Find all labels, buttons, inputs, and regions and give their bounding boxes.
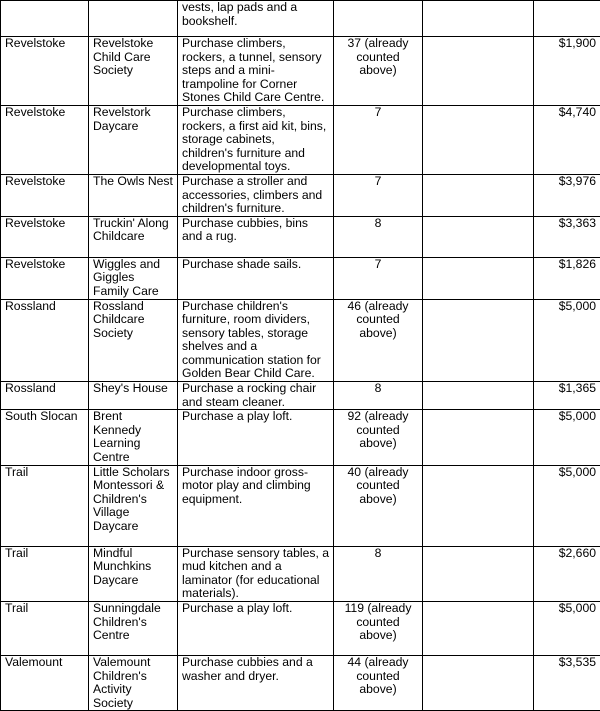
blank-cell — [423, 1, 534, 37]
table-row — [1, 299, 600, 382]
spaces-cell: 46 (already counted above) — [334, 299, 423, 382]
description-cell: Purchase a play loft. — [178, 602, 334, 656]
table-row — [1, 465, 600, 546]
table-row — [1, 602, 600, 656]
spaces-cell: 7 — [334, 105, 423, 174]
amount-cell: $4,740 — [534, 105, 600, 174]
amount-cell: $1,826 — [534, 257, 600, 299]
amount-cell: $5,000 — [534, 410, 600, 465]
description-cell: Purchase cubbies and a washer and dryer. — [178, 656, 334, 711]
amount-cell: $2,660 — [534, 546, 600, 601]
table-row — [1, 382, 600, 410]
description-cell: Purchase climbers, rockers, a tunnel, sensory steps and a mini-trampoline for Corner Stones Child Care Centre. — [178, 37, 334, 106]
blank-cell — [423, 105, 534, 174]
organization-cell: Sunningdale Children's Centre — [89, 602, 178, 656]
community-cell: Revelstoke — [1, 216, 89, 257]
spaces-cell: 44 (already counted above) — [334, 656, 423, 711]
spaces-cell: 7 — [334, 174, 423, 216]
amount-cell: $1,365 — [534, 382, 600, 410]
spaces-cell: 8 — [334, 216, 423, 257]
community-cell: Rossland — [1, 382, 89, 410]
community-cell — [1, 1, 89, 37]
blank-cell — [423, 465, 534, 546]
spaces-cell: 119 (already counted above) — [334, 602, 423, 656]
community-cell: South Slocan — [1, 410, 89, 465]
blank-cell — [423, 656, 534, 711]
blank-cell — [423, 382, 534, 410]
table-row — [1, 216, 600, 257]
blank-cell — [423, 174, 534, 216]
organization-cell: Brent Kennedy Learning Centre — [89, 410, 178, 465]
organization-cell — [89, 1, 178, 37]
amount-cell: $5,000 — [534, 465, 600, 546]
organization-cell: Truckin' Along Childcare — [89, 216, 178, 257]
spaces-cell: 8 — [334, 382, 423, 410]
organization-cell: Wiggles and Giggles Family Care — [89, 257, 178, 299]
blank-cell — [423, 299, 534, 382]
blank-cell — [423, 37, 534, 106]
community-cell: Rossland — [1, 299, 89, 382]
amount-cell: $1,900 — [534, 37, 600, 106]
description-cell: Purchase a stroller and accessories, climbers and children's furniture. — [178, 174, 334, 216]
description-cell: Purchase climbers, rockers, a first aid kit, bins, storage cabinets, children's furniture and developmental toys. — [178, 105, 334, 174]
blank-cell — [423, 257, 534, 299]
community-cell: Valemount — [1, 656, 89, 711]
amount-cell: $5,000 — [534, 602, 600, 656]
organization-cell: Rossland Childcare Society — [89, 299, 178, 382]
spaces-cell: 37 (already counted above) — [334, 37, 423, 106]
description-cell: Purchase a rocking chair and steam cleaner. — [178, 382, 334, 410]
organization-cell: Shey's House — [89, 382, 178, 410]
community-cell: Revelstoke — [1, 37, 89, 106]
organization-cell: The Owls Nest — [89, 174, 178, 216]
organization-cell: Little Scholars Montessori & Children's Village Daycare — [89, 465, 178, 546]
table-row — [1, 546, 600, 601]
organization-cell: Mindful Munchkins Daycare — [89, 546, 178, 601]
community-cell: Revelstoke — [1, 174, 89, 216]
spaces-cell: 8 — [334, 546, 423, 601]
description-cell: vests, lap pads and a bookshelf. — [178, 1, 334, 37]
table-row — [1, 410, 600, 465]
organization-cell: Valemount Children's Activity Society — [89, 656, 178, 711]
table-row — [1, 174, 600, 216]
description-cell: Purchase children's furniture, room dividers, sensory tables, storage shelves and a communication station for Golden Bear Child Care. — [178, 299, 334, 382]
amount-cell — [534, 1, 600, 37]
community-cell: Trail — [1, 465, 89, 546]
description-cell: Purchase shade sails. — [178, 257, 334, 299]
amount-cell: $3,363 — [534, 216, 600, 257]
community-cell: Trail — [1, 602, 89, 656]
amount-cell: $5,000 — [534, 299, 600, 382]
blank-cell — [423, 602, 534, 656]
community-cell: Trail — [1, 546, 89, 601]
organization-cell: Revelstork Daycare — [89, 105, 178, 174]
community-cell: Revelstoke — [1, 105, 89, 174]
description-cell: Purchase a play loft. — [178, 410, 334, 465]
spaces-cell: 40 (already counted above) — [334, 465, 423, 546]
description-cell: Purchase indoor gross-motor play and climbing equipment. — [178, 465, 334, 546]
community-cell: Revelstoke — [1, 257, 89, 299]
amount-cell: $3,976 — [534, 174, 600, 216]
table-row — [1, 37, 600, 106]
table-row — [1, 105, 600, 174]
table-row — [1, 257, 600, 299]
table-row — [1, 1, 600, 37]
table-row — [1, 656, 600, 711]
organization-cell: Revelstoke Child Care Society — [89, 37, 178, 106]
blank-cell — [423, 546, 534, 601]
spaces-cell: 92 (already counted above) — [334, 410, 423, 465]
description-cell: Purchase sensory tables, a mud kitchen and a laminator (for educational materials). — [178, 546, 334, 601]
blank-cell — [423, 216, 534, 257]
spaces-cell: 7 — [334, 257, 423, 299]
description-cell: Purchase cubbies, bins and a rug. — [178, 216, 334, 257]
blank-cell — [423, 410, 534, 465]
amount-cell: $3,535 — [534, 656, 600, 711]
spaces-cell — [334, 1, 423, 37]
